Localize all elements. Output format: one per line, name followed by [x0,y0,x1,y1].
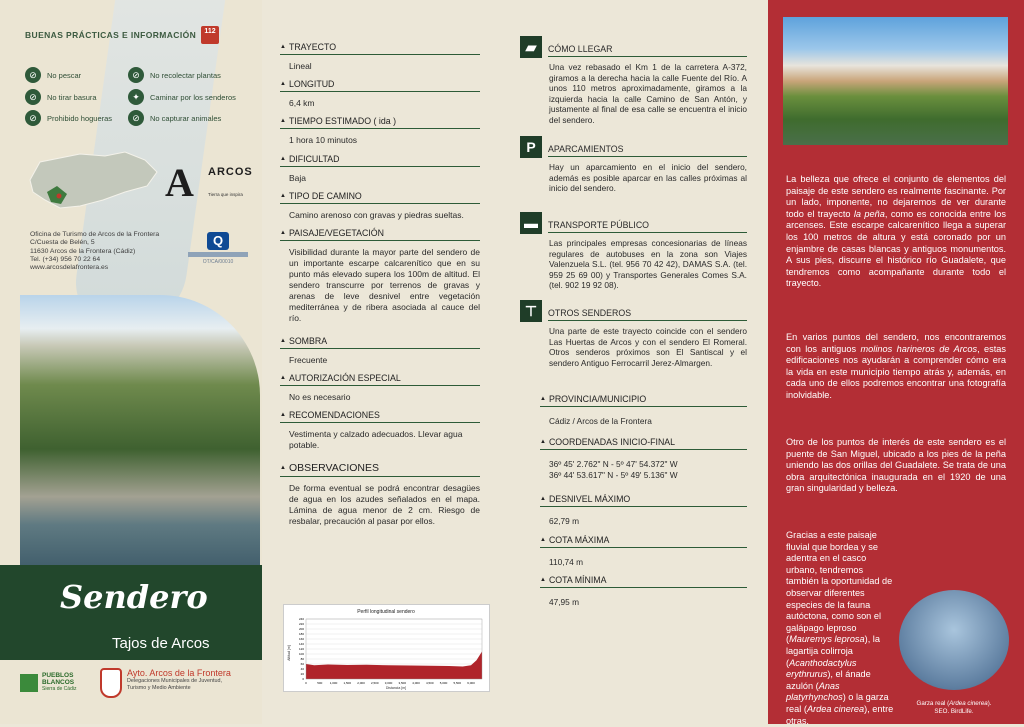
y-tick-label: 100 [298,652,304,656]
triangle-bullet-icon: ▲ [540,496,546,502]
practice-item: ⊘ No pescar [25,67,81,83]
website-link[interactable]: www.arcosdelafrontera.es [30,264,109,272]
triangle-bullet-icon: ▲ [540,577,546,583]
arcos-logo-text: ARCOS [208,166,253,178]
y-tick-label: 120 [298,647,304,651]
left-panel [0,0,262,724]
triangle-bullet-icon: ▲ [280,412,286,418]
andalucia-map [25,150,160,210]
section-trayecto: ▲ TRAYECTO Lineal [280,42,480,72]
x-tick-label: 3,500 [398,681,407,685]
section-sombra: ▲ SOMBRA Frecuente [280,336,480,366]
ayuntamiento-logo: Ayto. Arcos de la Frontera Delegaciones Municipales de Juventud, Turismo y Medio Ambiente [100,668,231,698]
brochure-title: Sendero [60,578,208,616]
triangle-bullet-icon: ▲ [280,465,286,471]
practice-item: ⊘ No recolectar plantas [128,67,221,83]
section-observaciones: ▲ OBSERVACIONES De forma eventual se podrá encontrar desagües de agua en los azudes señalados en el mapa. Lámina de agua menor de 2 cm. Riesgo de resbalar, precaución al pasar por ellos. [280,462,480,526]
y-tick-label: 160 [298,637,304,641]
quality-code: OT/CA/00010 [202,259,234,265]
y-tick-label: 60 [300,662,304,666]
paragraph-1: La belleza que ofrece el conjunto de elementos del paisaje de este sendero es realmente fascinante. Por un lado, imponente, no dejaremos de ver durante todo el trayecto la peña, como es conocida entre los arcenses. Este escarpe calcarenítico llega a superar los 100 metros de altura y está coronado por un enjambre de casas blancas y antiguos monumentos. A sus pies, discurre el histórico río Guadalete, que tendremos como acompañante durante todo el trayecto. [786,174,1006,289]
practice-item: ⊘ No capturar animales [128,110,221,126]
section-recomendaciones: ▲ RECOMENDACIONES Vestimenta y calzado adecuados. Llevar agua potable. [280,410,480,451]
triangle-bullet-icon: ▲ [280,230,286,236]
x-tick-label: 4,500 [425,681,434,685]
y-tick-label: 40 [300,667,304,671]
y-tick-label: 240 [298,617,304,621]
triangle-bullet-icon: ▲ [540,396,546,402]
pueblos-blancos-icon [20,674,38,692]
fact-provincia: ▲ PROVINCIA/MUNICIPIO Cádiz / Arcos de la Frontera [520,394,747,427]
paragraph-3: Otro de los puntos de interés de este sendero es el puente de San Miguel, ubicado a los pies de la peña uniendo las dos orillas del Guadalete. Se trata de una obra arquitectónica inaugurada en el 1920 de una gran singularidad y belleza. [786,437,1006,494]
elevation-profile-chart [283,604,490,692]
coat-of-arms-icon [100,668,122,698]
x-tick-label: 5,000 [439,681,448,685]
y-axis-label: Altitud [m] [287,645,291,661]
practice-item: ⊘ Prohibido hogueras [25,110,112,126]
section-autorizacion: ▲ AUTORIZACIÓN ESPECIAL No es necesario [280,373,480,403]
y-tick-label: 140 [298,642,304,646]
x-tick-label: 3,000 [384,681,393,685]
heron-photo [899,590,1009,690]
fact-cota-maxima: ▲ COTA MÁXIMA 110,74 m [520,535,747,568]
quality-strip [188,252,248,257]
arcos-town-photo [783,17,1008,145]
x-tick-label: 2,500 [370,681,379,685]
x-axis-label: Distancia [m] [385,686,407,690]
triangle-bullet-icon: ▲ [280,338,286,344]
no-litter-icon: ⊘ [25,89,41,105]
no-fishing-icon: ⊘ [25,67,41,83]
parking-icon: P [520,136,542,158]
quality-q-icon: Q [207,232,229,250]
elevation-profile-svg [284,605,489,691]
triangle-bullet-icon: ▲ [540,439,546,445]
x-tick-label: 1,000 [329,681,338,685]
section-tiempo: ▲ TIEMPO ESTIMADO ( ida ) 1 hora 10 minutos [280,116,480,146]
no-plants-icon: ⊘ [128,67,144,83]
triangle-bullet-icon: ▲ [280,118,286,124]
practice-item: ⊘ No tirar basura [25,89,97,105]
arcos-logo-mark: A [165,160,194,205]
x-tick-label: 2,000 [357,681,365,685]
section-aparcamientos: P APARCAMIENTOS Hay un aparcamiento en el inicio del sendero, además es posible aparcar en las calles próximas al inicio del sendero. [520,144,747,194]
y-tick-label: 0 [302,677,304,681]
y-tick-label: 180 [298,632,304,636]
section-longitud: ▲ LONGITUD 6,4 km [280,79,480,109]
triangle-bullet-icon: ▲ [280,156,286,162]
section-como-llegar: ▰ CÓMO LLEGAR Una vez rebasado el Km 1 de la carretera A-372, giramos a la derecha hacia la calle Fuente del Río. A unos 110 metros aproximadamente, giramos a la izquierda hacia la calle Camino de San Antón, y justamente al final de esa calle se encuentra el inicio del sendero. [520,44,747,126]
triangle-bullet-icon: ▲ [280,81,286,87]
paragraph-4: Gracias a este paisaje fluvial que bordea y se adentra en el casco urbano, tendremos también la oportunidad de observar diferentes especies de la fauna autóctona, como son el galápago leproso (Mauremys leprosa), la lagartija colirroja (Acanthodactylus erythrurus), el ánade azulón (Anas platyrhynchos) o la garza real (Ardea cinerea), entre otras. [786,530,894,726]
quality-seal [188,232,248,265]
chart-title: Perfil longitudinal sendero [357,609,415,615]
car-icon: ▰ [520,36,542,58]
walk-trail-icon: ✦ [128,89,144,105]
heron-caption: Garza real (Ardea cinerea). SEO. BirdLife. [916,700,992,715]
fact-cota-minima: ▲ COTA MÍNIMA 47,95 m [520,575,747,608]
section-paisaje: ▲ PAISAJE/VEGETACIÓN Visibilidad durante la mayor parte del sendero de un importante escarpe calcarenítico que en su punto más elevado supera los 100m de altitud. El sendero transcurre por terrenos de gravas y arenas de leve desnivel entre vegetación mediterránea y de ribera asociada al cauce del río. [280,228,480,323]
practices-title: BUENAS PRÁCTICAS E INFORMACIÓN [25,30,197,40]
section-otros-senderos: ⊤ OTROS SENDEROS Una parte de este trayecto coincide con el sendero Las Huertas de Arcos y con el sendero El Romeral. Otros senderos próximos son El Santiscal y el sendero Antiguo Ferrocarril Jerez-Almargen. [520,308,747,368]
section-transporte: ▬ TRANSPORTE PÚBLICO Las principales empresas concesionarias de líneas regulares de autobuses en la zona son Viajes Valenzuela S.L. (tel. 956 70 42 42), DAMAS S.A. (tel. 959 25 69 00) y Transportes Generales Comes S.A. (tel. 902 19 92 08). [520,220,747,291]
bus-icon: ▬ [520,212,542,234]
elevation-area [306,652,482,680]
pueblos-blancos-logo: PUEBLOS BLANCOS Sierra de Cádiz [20,672,76,693]
x-tick-label: 1,500 [343,681,352,685]
no-fire-icon: ⊘ [25,110,41,126]
y-tick-label: 220 [298,622,304,626]
x-tick-label: 4,000 [412,681,420,685]
no-animals-icon: ⊘ [128,110,144,126]
practice-item: ✦ Caminar por los senderos [128,89,236,105]
section-tipo-camino: ▲ TIPO DE CAMINO Camino arenoso con gravas y piedras sueltas. [280,191,480,221]
emergency-badge: 112 [201,26,219,44]
x-tick-label: 500 [317,681,323,685]
triangle-bullet-icon: ▲ [280,44,286,50]
brochure-subtitle: Tajos de Arcos [112,635,210,652]
x-tick-label: 5,500 [453,681,462,685]
triangle-bullet-icon: ▲ [540,537,546,543]
signpost-icon: ⊤ [520,300,542,322]
fact-desnivel: ▲ DESNIVEL MÁXIMO 62,79 m [520,494,747,527]
triangle-bullet-icon: ▲ [280,193,286,199]
triangle-bullet-icon: ▲ [280,375,286,381]
y-tick-label: 200 [298,627,304,631]
y-tick-label: 80 [300,657,304,661]
x-tick-label: 0 [305,681,307,685]
arcos-tagline: Tierra que inspira [208,192,243,197]
fact-coordenadas: ▲ COORDENADAS INICIO-FINAL 36º 45' 2.762" N - 5º 47' 54.372" W 36º 44' 53.617" N - 5º 49' 5.136" W [520,437,747,480]
river-landscape-photo [20,295,260,575]
red-info-panel [768,0,1024,724]
y-tick-label: 20 [300,672,304,676]
paragraph-2: En varios puntos del sendero, nos encontraremos con los antiguos molinos harineros de Arcos, estas edificaciones nos ayudarán a comprender cómo era la vida en este municipio tiempo atrás y, además, en cada uno de ellos podremos encontrar una fotografía inolvidable. [786,332,1006,400]
tourism-office-info: Oficina de Turismo de Arcos de la Frontera C/Cuesta de Belén, 5 11630 Arcos de la Frontera (Cádiz) Tel. (+34) 956 70 22 64 www.arcosdelafrontera.es [30,231,160,272]
x-tick-label: 6,000 [467,681,475,685]
section-dificultad: ▲ DIFICULTAD Baja [280,154,480,184]
